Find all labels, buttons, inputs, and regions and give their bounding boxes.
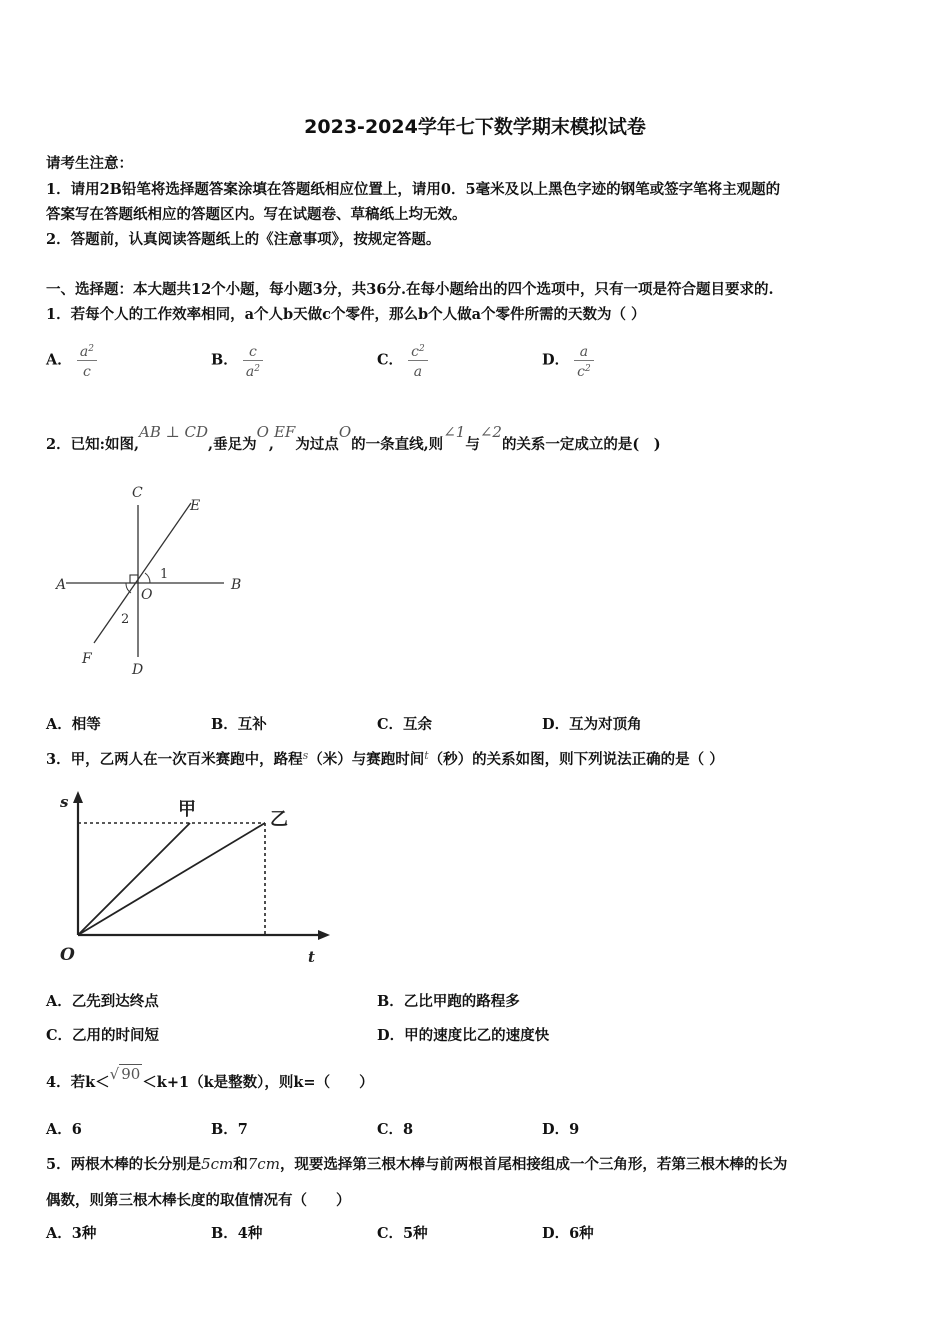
label-s: s [60,793,69,811]
q4-option-d[interactable]: D．9 [542,1121,580,1138]
q1-option-a-label: A． [46,351,72,369]
q3-option-a[interactable]: A．乙先到达终点 [46,993,159,1010]
q1-stem: 1．若每个人的工作效率相同，a个人b天做c个零件，那么b个人做a个零件所需的天数为（ ） [46,306,646,323]
label-a: A [56,577,67,593]
label-yi: 乙 [270,809,288,830]
q2-math-ab-perp-cd: AB ⊥ CD [139,423,209,441]
q2-math-angle2: ∠2 [479,423,502,441]
q2-math-o2: O [338,423,352,441]
q5-option-d[interactable]: D．6种 [542,1225,594,1242]
label-jia: 甲 [178,799,196,820]
q1-option-b[interactable] [211,341,263,380]
q5-option-b[interactable]: B．4种 [211,1225,263,1242]
section-heading: 一、选择题：本大题共12个小题，每小题3分，共36分.在每小题给出的四个选项中，只有一项是符合题目要求的. [46,281,774,298]
q1-option-a[interactable] [46,341,97,380]
notice-line-2: 2．答题前，认真阅读答题纸上的《注意事项》，按规定答题。 [46,231,441,248]
q2-geometry-figure [46,475,266,685]
q3-option-c[interactable]: C．乙用的时间短 [46,1027,160,1044]
label-e: E [190,498,201,514]
q3-distance-time-graph [50,785,340,970]
q2-option-d[interactable]: D．互为对顶角 [542,716,642,733]
q1-option-d-fraction: $\frac{a}{c^2}$ [574,341,594,380]
q5-math-7cm: 7cm [247,1155,280,1173]
q2-math-ef: EF [273,423,296,441]
q5-stem-line1: 5．两根木棒的长分别是5cm和7cm，现要选择第三根木棒与前两根首尾相接组成一个三角形，若第三根木棒的长为 [46,1155,788,1173]
label-b: B [231,577,242,593]
q4-option-b[interactable]: B．7 [211,1121,248,1138]
label-angle-1: 1 [160,567,169,582]
q4-option-a[interactable]: A．6 [46,1121,82,1138]
q5-option-c[interactable]: C．5种 [377,1225,428,1242]
q4-sqrt-90: √ 90 [109,1065,141,1083]
notice-heading: 请考生注意： [46,155,133,172]
q5-stem-line2: 偶数，则第三根木棒长度的取值情况有（ ） [46,1192,351,1209]
q1-option-d-label: D． [542,351,570,369]
q1-option-c-fraction: $\frac{c^2}{a}$ [408,341,428,380]
q2-option-b[interactable]: B．互补 [211,716,267,733]
label-c: C [132,485,143,501]
t-axis-arrow [318,930,330,940]
label-o: O [60,945,75,965]
q4-option-c[interactable]: C．8 [377,1121,414,1138]
notice-line-1b: 答案写在答题纸相应的答题区内。写在试题卷、草稿纸上均无效。 [46,206,467,223]
angle-1-arc [145,573,150,583]
q1-option-b-label: B． [211,351,238,369]
q1-option-d[interactable] [542,341,594,380]
q1-option-c[interactable] [377,341,428,380]
q3-stem: 3．甲，乙两人在一次百米赛跑中，路程$^s$（米）与赛跑时间$^t$（秒）的关系如图，则下列说法正确的是（ ） [46,749,724,768]
q1-option-c-label: C． [377,351,404,369]
notice-line-1a: 1．请用2B铅笔将选择题答案涂填在答题纸相应位置上，请用0．5毫米及以上黑色字迹的钢笔或签字笔将主观题的 [46,181,781,198]
q3-math-t: t [424,749,429,762]
yi-line [78,823,265,935]
q5-math-5cm: 5cm [201,1155,234,1173]
label-t: t [308,948,315,966]
q2-stem: 2．已知:如图,AB ⊥ CD,垂足为O,EF为过点O的一条直线,则∠1与∠2的关系一定成立的是( ) [46,423,661,453]
q3-math-s: s [302,749,309,762]
line-ef [94,503,191,643]
q3-option-d[interactable]: D．甲的速度比乙的速度快 [377,1027,550,1044]
q4-stem: 4．若k＜√ 90 ＜k+1（k是整数），则k=（ ） [46,1065,374,1091]
label-angle-2: 2 [121,612,130,627]
page-title: 2023-2024学年七下数学期末模拟试卷 [304,116,646,138]
q5-option-a[interactable]: A．3种 [46,1225,97,1242]
q2-math-angle1: ∠1 [443,423,466,441]
q1-option-b-fraction: $\frac{c}{a^2}$ [243,341,263,380]
q2-option-a[interactable]: A．相等 [46,716,101,733]
q2-math-o: O [256,423,269,441]
label-o: O [141,587,153,603]
q2-option-c[interactable]: C．互余 [377,716,433,733]
label-d: D [132,662,144,678]
q1-option-a-fraction: $\frac{a^2}{c}$ [77,341,97,380]
label-f: F [82,651,92,667]
q3-option-b[interactable]: B．乙比甲跑的路程多 [377,993,520,1010]
s-axis-arrow [73,791,83,803]
